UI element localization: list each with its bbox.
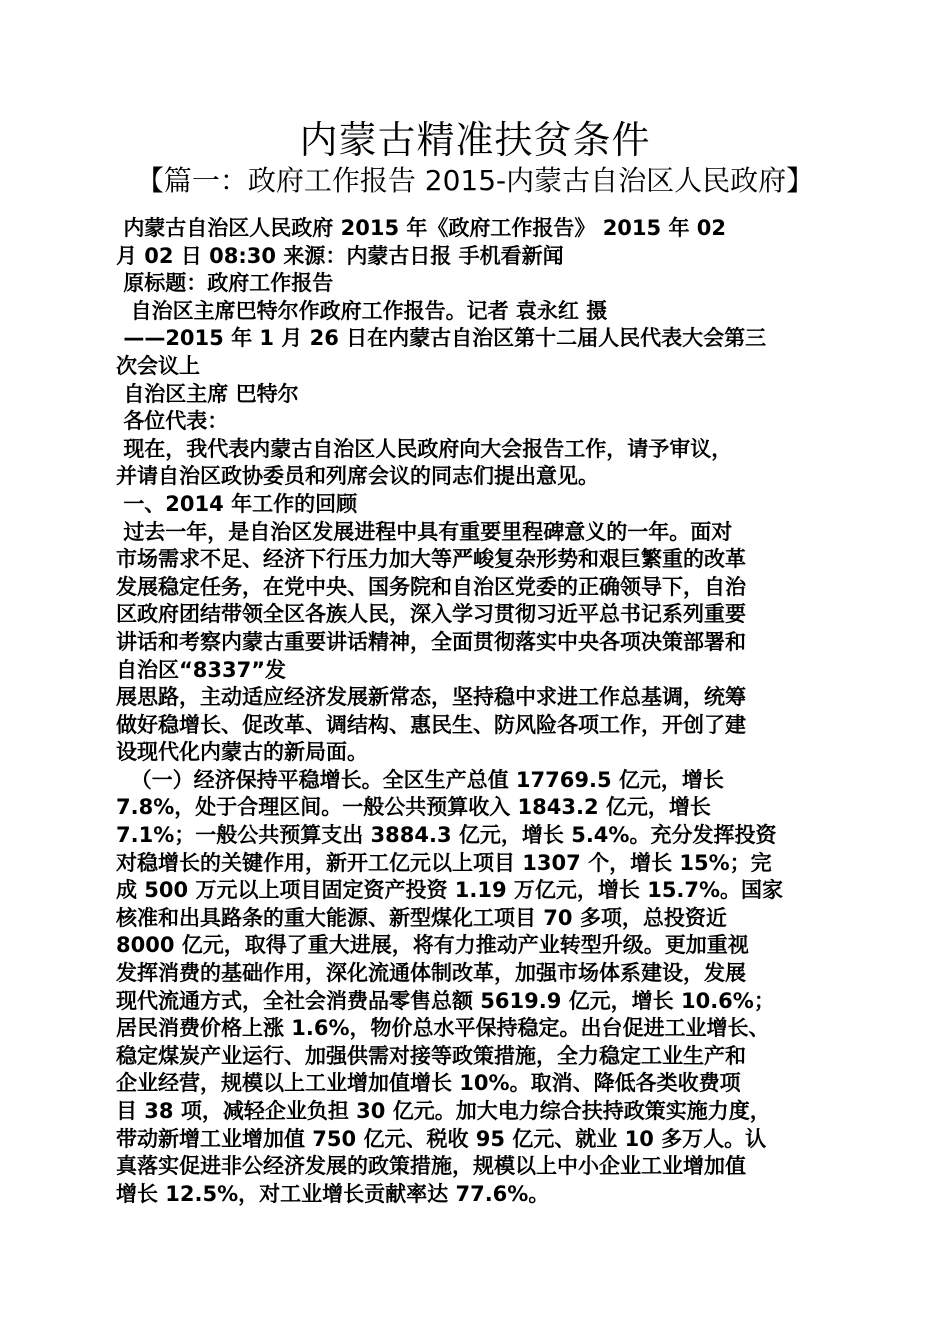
body-line: 展思路，主动适应经济发展新常态，坚持稳中求进工作总基调，统筹 bbox=[116, 685, 746, 710]
body-line: （一）经济保持平稳增长。全区生产总值 17769.5 亿元，增长 bbox=[116, 767, 724, 792]
body-line: 过去一年，是自治区发展进程中具有重要里程碑意义的一年。面对 bbox=[116, 519, 733, 544]
body-line: 7.1%；一般公共预算支出 3884.3 亿元，增长 5.4%。充分发挥投资 bbox=[116, 823, 777, 848]
body-line: 企业经营，规模以上工业增加值增长 10%。取消、降低各类收费项 bbox=[116, 1071, 741, 1096]
body-line: 自治区主席 巴特尔 bbox=[116, 381, 299, 406]
body-line: 原标题：政府工作报告 bbox=[116, 271, 334, 296]
body-line: 对稳增长的关键作用，新开工亿元以上项目 1307 个，增长 15%；完 bbox=[116, 850, 772, 875]
body-line: 核准和出具路条的重大能源、新型煤化工项目 70 多项，总投资近 bbox=[116, 905, 727, 930]
body-line: 真落实促进非公经济发展的政策措施，规模以上中小企业工业增加值 bbox=[116, 1154, 746, 1179]
body-line: 目 38 项，减轻企业负担 30 亿元。加大电力综合扶持政策实施力度， bbox=[116, 1099, 771, 1123]
body-line: 现代流通方式，全社会消费品零售总额 5619.9 亿元，增长 10.6%； bbox=[116, 988, 775, 1013]
body-line: 内蒙古自治区人民政府 2015 年《政府工作报告》 2015 年 02 bbox=[116, 216, 726, 240]
body-line: 7.8%，处于合理区间。一般公共预算收入 1843.2 亿元，增长 bbox=[116, 795, 711, 820]
body-line: 设现代化内蒙古的新局面。 bbox=[116, 740, 368, 765]
body-line: 增长 12.5%，对工业增长贡献率达 77.6%。 bbox=[116, 1181, 550, 1206]
body-line: 次会议上 bbox=[116, 353, 200, 378]
body-line: 月 02 日 08:30 来源：内蒙古日报 手机看新闻 bbox=[116, 243, 564, 268]
body-line: 并请自治区政协委员和列席会议的同志们提出意见。 bbox=[116, 464, 599, 489]
body-line: 区政府团结带领全区各族人民，深入学习贯彻习近平总书记系列重要 bbox=[116, 602, 746, 627]
body-line: 成 500 万元以上项目固定资产投资 1.19 万亿元，增长 15.7%。国家 bbox=[116, 878, 784, 903]
body-line: ——2015 年 1 月 26 日在内蒙古自治区第十二届人民代表大会第三 bbox=[116, 326, 767, 351]
body-line: 自治区“8337”发 bbox=[116, 657, 287, 682]
body-line: 市场需求不足、经济下行压力加大等严峻复杂形势和艰巨繁重的改革 bbox=[116, 547, 746, 572]
body-line: 发展稳定任务，在党中央、国务院和自治区党委的正确领导下，自治 bbox=[116, 574, 746, 599]
body-line: 居民消费价格上涨 1.6%，物价总水平保持稳定。出台促进工业增长、 bbox=[116, 1016, 770, 1041]
body-line: 发挥消费的基础作用，深化流通体制改革，加强市场体系建设，发展 bbox=[116, 961, 746, 986]
body-line: 带动新增工业增加值 750 亿元、税收 95 亿元、就业 10 多万人。认 bbox=[116, 1126, 767, 1151]
document-title: 内蒙古精准扶贫条件 bbox=[299, 118, 651, 162]
body-line: 稳定煤炭产业运行、加强供需对接等政策措施，全力稳定工业生产和 bbox=[116, 1043, 746, 1068]
body-line: 现在，我代表内蒙古自治区人民政府向大会报告工作，请予审议， bbox=[116, 436, 733, 461]
body-line: 讲话和考察内蒙古重要讲话精神，全面贯彻落实中央各项决策部署和 bbox=[116, 629, 746, 654]
body-line: 做好稳增长、促改革、调结构、惠民生、防风险各项工作，开创了建 bbox=[116, 712, 746, 737]
body-line: 各位代表： bbox=[116, 409, 229, 434]
section-heading: 一、2014 年工作的回顾 bbox=[116, 491, 358, 516]
document-body bbox=[116, 215, 838, 1208]
body-line: 8000 亿元，取得了重大进展，将有力推动产业转型升级。更加重视 bbox=[116, 933, 749, 958]
document-subtitle: 【篇一：政府工作报告 2015-内蒙古自治区人民政府】 bbox=[135, 164, 815, 197]
body-line: 自治区主席巴特尔作政府工作报告。记者 袁永红 摄 bbox=[116, 298, 608, 323]
